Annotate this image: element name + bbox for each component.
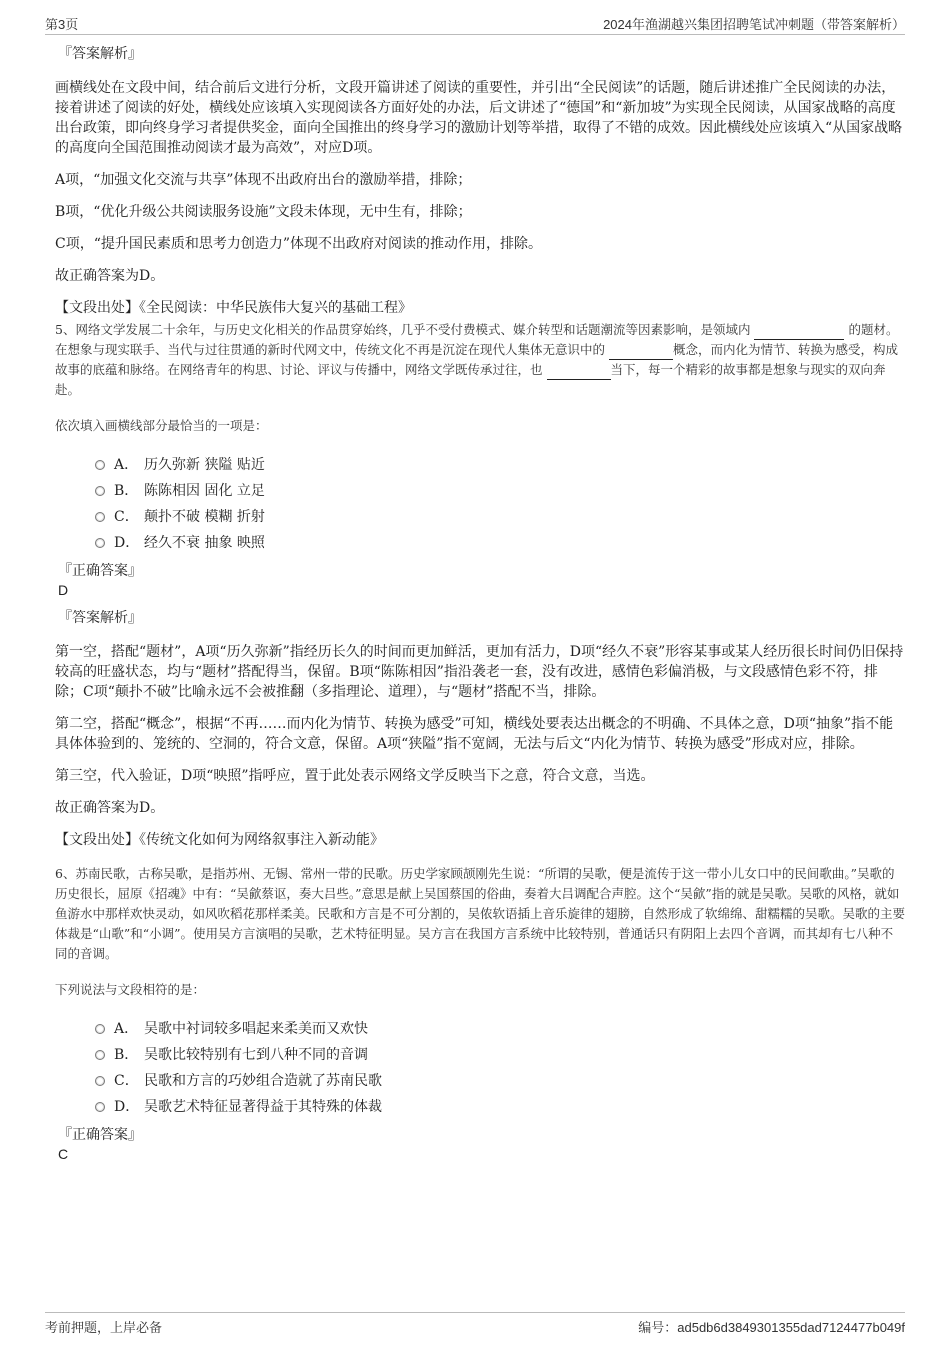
q6-option-d[interactable] [95, 1094, 905, 1120]
option-letter: A． [114, 457, 139, 473]
q4-option-a-analysis: A项，“加强文化交流与共享”体现不出政府出台的激励举措，排除； [55, 172, 472, 188]
q6-answer: C [58, 1146, 69, 1162]
footer-slogan: 考前押题，上岸必备 [45, 1320, 163, 1335]
radio-icon[interactable] [95, 512, 105, 522]
q5-text-part-3: 概念，而内化为情节、转换为感受，构成故事的底蕴和脉络。在网络青年的构思、讨论、评议与传播中，网络文学既传承过往，也 [55, 342, 899, 377]
page-footer [45, 1312, 905, 1335]
option-text: 经久不衰 抽象 映照 [144, 535, 265, 551]
option-text: 陈陈相因 固化 立足 [144, 483, 265, 499]
option-text: 吴歌中衬词较多唱起来柔美而又欢快 [144, 1021, 368, 1037]
radio-icon[interactable] [95, 460, 105, 470]
q5-option-b[interactable] [95, 478, 905, 504]
option-letter: D． [114, 1099, 140, 1115]
q5-analysis-p1: 第一空，搭配“题材”，A项“历久弥新”指经历长久的时间而更加鲜活，更加有活力，D项“经久不衰”形容某事或某人经历很长时间仍旧保持较高的旺盛状态，均与“题材”搭配得当，保留。B项“陈陈相因”指沿袭老一套，没有改进，感情色彩偏消极，与文段感情色彩不符，排除；C项“颠扑不破”比喻永远不会被推翻（多指理论、道理），与“题材”搭配不当，排除。 [55, 644, 904, 700]
q6-options [95, 1016, 905, 1120]
q6-answer-label: 『正确答案』 [58, 1127, 142, 1143]
radio-icon[interactable] [95, 538, 105, 548]
option-text: 吴歌艺术特征显著得益于其特殊的体裁 [144, 1099, 382, 1115]
q4-source: 【文段出处】《全民阅读：中华民族伟大复兴的基础工程》 [55, 300, 412, 316]
q5-analysis-p3: 第三空，代入验证，D项“映照”指呼应，置于此处表示网络文学反映当下之意，符合文意，当选。 [55, 768, 655, 784]
footer-document-code [638, 1317, 905, 1336]
q5-blank-3 [547, 365, 611, 380]
q5-answer: D [58, 582, 69, 598]
radio-icon[interactable] [95, 1050, 105, 1060]
page-header [45, 12, 905, 35]
option-letter: A． [114, 1021, 139, 1037]
option-text: 历久弥新 狭隘 贴近 [144, 457, 265, 473]
q6-option-c[interactable] [95, 1068, 905, 1094]
q5-blank-1 [754, 325, 844, 340]
q4-option-b-analysis: B项，“优化升级公共阅读服务设施”文段未体现，无中生有，排除； [55, 204, 472, 220]
q5-conclusion: 故正确答案为D。 [55, 800, 165, 816]
q6-question-text: 6、苏南民歌，古称吴歌，是指苏州、无锡、常州一带的民歌。历史学家顾颉刚先生说：“所谓的吴歌，便是流传于这一带小儿女口中的民间歌曲。”吴歌的历史很长，屈原《招魂》中有：“吴歈蔡讴，奏大吕些。”意思是献上吴国蔡国的俗曲，奏着大吕调配合声腔。这个“吴歈”指的就是吴歌。吴歌的风格，就如鱼游水中那样欢快灵动，如风吹稻花那样柔美。民歌和方言是不可分割的，吴侬软语插上音乐旋律的翅膀，自然形成了软绵绵、甜糯糯的吴歌。吴歌的主要体裁是“山歌”和“小调”。使用吴方言演唱的吴歌，艺术特征明显。吴方言在我国方言系统中比较特别，普通话只有阴阳上去四个音调，而其却有七八种不同的音调。 [55, 866, 906, 961]
q4-conclusion: 故正确答案为D。 [55, 268, 165, 284]
q6-option-b[interactable] [95, 1042, 905, 1068]
footer-code-value: ad5db6d3849301355dad7124477b049f [677, 1320, 905, 1335]
q5-source: 【文段出处】《传统文化如何为网络叙事注入新动能》 [55, 832, 384, 848]
q4-analysis-label: 『答案解析』 [58, 46, 142, 62]
q5-options [95, 452, 905, 556]
footer-code-label: 编号： [638, 1320, 678, 1335]
option-text: 民歌和方言的巧妙组合造就了苏南民歌 [144, 1073, 382, 1089]
q4-analysis-text: 画横线处在文段中间，结合前后文进行分析，文段开篇讲述了阅读的重要性，并引出“全民阅读”的话题，随后讲述推广全民阅读的办法，接着讲述了阅读的好处，横线处应该填入实现阅读各方面好处的办法，后文讲述了“德国”和“新加坡”为实现全民阅读，从国家战略的高度出台政策，即向终身学习者提供奖金，面向全国推出的终身学习的激励计划等举措，取得了不错的成效。因此横线处应该填入“从国家战略的高度向全国范围推动阅读才最为高效”，对应D项。 [55, 80, 903, 156]
q6-prompt: 下列说法与文段相符的是： [55, 982, 206, 997]
option-letter: D． [114, 535, 140, 551]
option-letter: B． [114, 1047, 139, 1063]
q5-text-part-1: 5、网络文学发展二十余年，与历史文化相关的作品贯穿始终，几乎不受付费模式、媒介转型和话题潮流等因素影响，是领域内 [55, 322, 751, 337]
q5-analysis-label: 『答案解析』 [58, 610, 142, 626]
q4-option-c-analysis: C项，“提升国民素质和思考力创造力”体现不出政府对阅读的推动作用，排除。 [55, 236, 543, 252]
document-title: 2024年渔湖越兴集团招聘笔试冲刺题（带答案解析） [603, 17, 905, 32]
page-number: 第3页 [45, 17, 79, 32]
q6-option-a[interactable] [95, 1016, 905, 1042]
q5-question-text [55, 320, 905, 400]
option-letter: C． [114, 509, 139, 525]
q5-text-part-2: 的题材。在想象与现实联手、当代与过往贯通的新时代网文中，传统文化不再是沉淀在现代人集体无意识中的 [55, 322, 899, 357]
option-letter: B． [114, 483, 139, 499]
q5-analysis-p2: 第二空，搭配“概念”，根据“不再……而内化为情节、转换为感受”可知，横线处要表达出概念的不明确、不具体之意，D项“抽象”指不能具体体验到的、笼统的、空洞的，符合文意，保留。A项“狭隘”指不宽阔，无法与后文“内化为情节、转换为感受”形成对应，排除。 [55, 716, 894, 752]
radio-icon[interactable] [95, 1076, 105, 1086]
option-letter: C． [114, 1073, 139, 1089]
q5-option-c[interactable] [95, 504, 905, 530]
q5-prompt: 依次填入画横线部分最恰当的一项是： [55, 418, 268, 433]
option-text: 吴歌比较特别有七到八种不同的音调 [144, 1047, 368, 1063]
option-text: 颠扑不破 模糊 折射 [144, 509, 265, 525]
q5-option-a[interactable] [95, 452, 905, 478]
q5-option-d[interactable] [95, 530, 905, 556]
radio-icon[interactable] [95, 1024, 105, 1034]
q5-text-part-4: 当下，每一个精彩的故事都是想象与现实的双向奔赴。 [55, 362, 886, 397]
page-content [55, 44, 905, 1172]
radio-icon[interactable] [95, 486, 105, 496]
radio-icon[interactable] [95, 1102, 105, 1112]
q5-answer-label: 『正确答案』 [58, 563, 142, 579]
q5-blank-2 [609, 345, 673, 360]
